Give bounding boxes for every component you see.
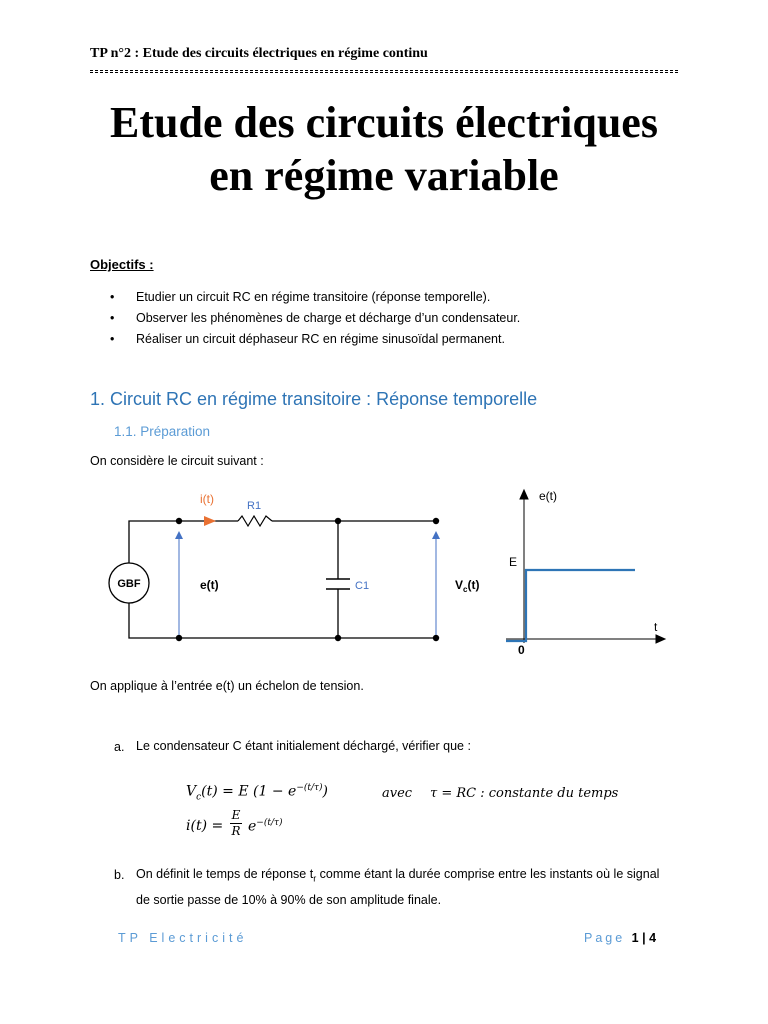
gbf-source [109,563,149,603]
formula-i-fraction [230,808,242,839]
source-label: GBF [117,578,141,590]
apply-text: On applique à l’entrée e(t) un échelon de tension. [90,679,364,693]
intro-text: On considère le circuit suivant : [90,454,264,468]
formula-vc: $V_c(t) = E$ $(1 - e^{-(t/\tau)})$ [186,783,328,803]
formula-tau: τ = RC : constante du temps [430,786,619,801]
item-b-text: On définit le temps de réponse $t_r$ comme étant la durée comprise entre les instants où le signal de sortie passe de 10% à 90% de son amplitude finale. [136,867,660,907]
input-voltage-label: e(t) [200,578,219,592]
objective-text: Observer les phénomènes de charge et décharge d’un condensateur. [136,311,521,325]
fraction-numerator: E [231,808,241,822]
document-title [0,96,768,202]
formula-i-exponential: $e^{-(t/\tau)}$ [248,818,283,835]
objective-item [110,332,505,346]
objectives-heading: Objectifs : [90,257,154,272]
resistor-r1 [238,500,272,526]
plot-ylabel: e(t) [539,489,557,503]
plot-level-label: E [509,555,518,569]
footer-page-number: Page 1 | 4 [584,931,657,945]
header-rule-double [90,72,678,73]
capacitor-c1 [326,579,369,592]
objective-text: Réaliser un circuit déphaseur RC en régime sinusoïdal permanent. [136,332,505,346]
objective-item [110,311,520,325]
title-line-1: Etude des circuits électriques [110,98,658,147]
bullet-icon: • [110,332,115,346]
item-a-letter: a. [114,740,125,754]
current-label: i(t) [200,492,214,506]
section-1-heading: 1. Circuit RC en régime transitoire : Réponse temporelle [90,389,538,409]
plot-axes [506,490,665,643]
header-rule [90,70,678,71]
item-b-letter: b. [114,868,125,882]
section-1-1-heading: 1.1. Préparation [114,424,211,439]
bullet-icon: • [110,311,115,325]
footer-course-label: TP Electricité [118,931,248,945]
circuit-wires [129,521,436,638]
running-header: TP n°2 : Etude des circuits électriques en régime continu [90,46,428,61]
objective-item [110,290,490,304]
rc-circuit-diagram [90,485,490,655]
plot-origin-label: 0 [518,643,525,657]
capacitor-label: C1 [355,580,370,592]
step-signal-line [506,570,635,641]
item-a-text: Le condensateur C étant initialement déchargé, vérifier que : [136,739,471,753]
plot-xlabel: t [654,620,658,634]
fraction-denominator: R [231,824,241,838]
bullet-icon: • [110,290,115,304]
resistor-label: R1 [247,500,262,512]
objective-text: Etudier un circuit RC en régime transitoire (réponse temporelle). [136,290,491,304]
formula-avec: avec [382,786,413,801]
title-line-2: en régime variable [209,151,559,200]
output-voltage-label: $V_c(t)$ [455,578,480,594]
formula-i: i(t) = [186,818,224,834]
step-input-plot [500,485,670,660]
